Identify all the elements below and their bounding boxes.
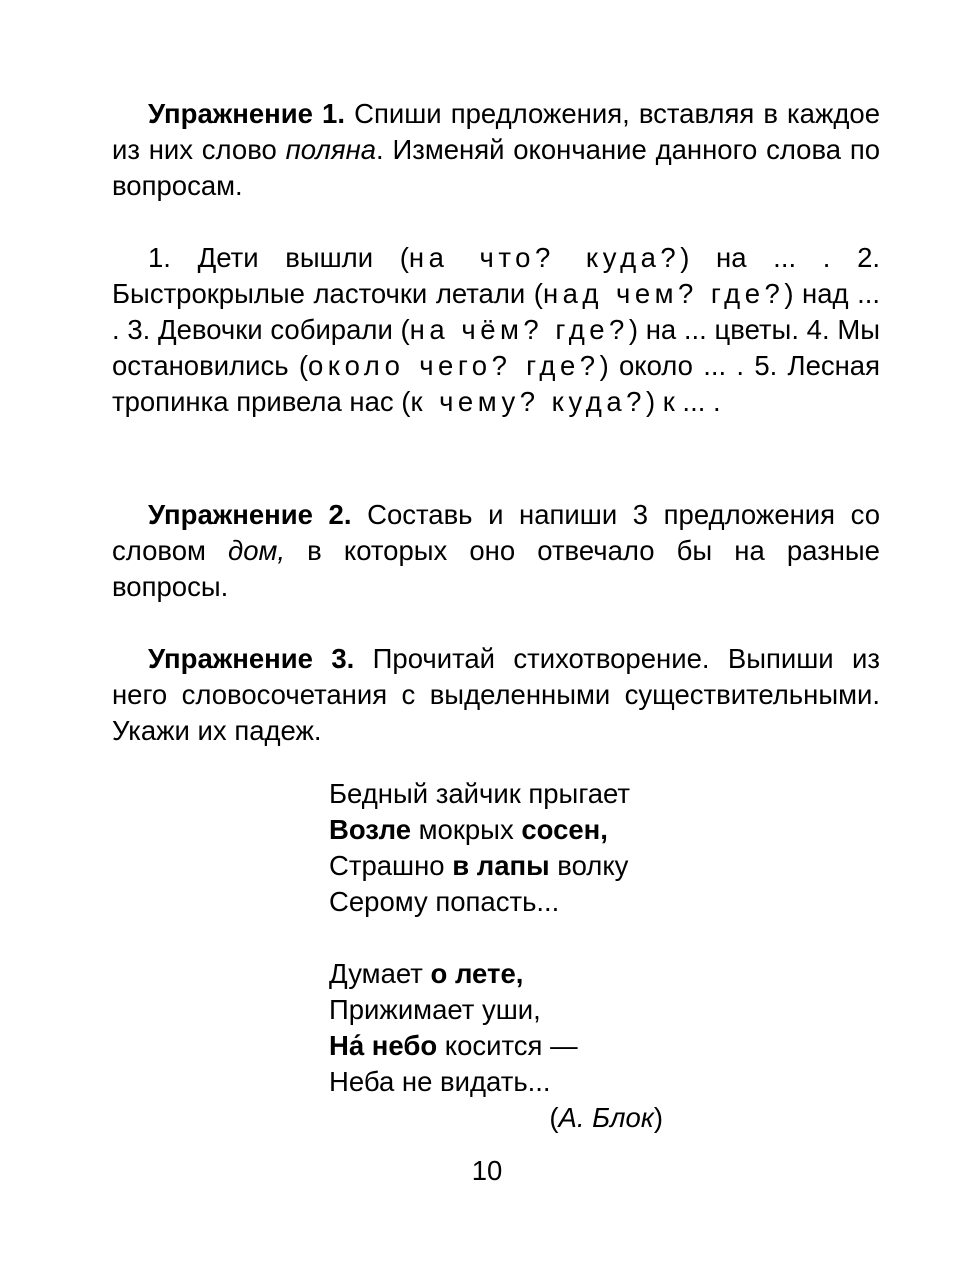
exercise-1-instruction-end: . Изменяй окончание данного слова по вопросам. xyxy=(112,134,881,201)
sentence-4-start: 4. Мы остановились ( xyxy=(112,314,880,381)
exercise-2-word: дом, xyxy=(228,535,286,566)
poem-bold-word: о лете, xyxy=(430,958,524,989)
poem-text: волку xyxy=(549,850,629,881)
poem-line-5 xyxy=(329,956,689,992)
exercise-3-label: Упражнение 3. xyxy=(148,643,355,674)
exercise-3-text xyxy=(112,641,880,749)
poem-author xyxy=(329,1100,663,1136)
exercise-2-instruction: Составь и напиши 3 предложения со словом xyxy=(112,499,880,566)
exercise-2-instruction-end: в которых оно отвечало бы на разные вопросы. xyxy=(112,535,880,602)
poem-line-7 xyxy=(329,1028,689,1064)
author-paren-close: ) xyxy=(653,1102,663,1133)
poem xyxy=(329,776,689,1136)
page-number: 10 xyxy=(471,1155,503,1186)
sentences-text xyxy=(112,240,880,420)
poem-line-1: Бедный зайчик прыгает xyxy=(329,778,631,809)
exercise-1-text xyxy=(112,96,880,204)
sentence-1-start: 1. Дети вышли ( xyxy=(148,242,409,273)
author-name: А. Блок xyxy=(558,1102,654,1133)
sentence-2-start: 2. Быстрокрылые ласточки летали ( xyxy=(112,242,881,309)
sentence-5-end: ) к ... . xyxy=(645,386,721,417)
poem-line-4: Серому попасть... xyxy=(329,886,560,917)
poem-bold-word: сосен, xyxy=(521,814,608,845)
sentence-2-question: над чем? где? xyxy=(542,278,785,309)
poem-line-2 xyxy=(329,812,689,848)
poem-text: косится — xyxy=(437,1030,578,1061)
exercise-2-label: Упражнение 2. xyxy=(148,499,352,530)
poem-text: Думает xyxy=(329,958,431,989)
sentence-2-end: ) над ... . xyxy=(112,278,881,345)
exercise-2-text xyxy=(112,497,880,605)
sentence-5-question: к чему? куда? xyxy=(410,386,646,417)
poem-bold-word: На́ небо xyxy=(329,1030,438,1061)
sentence-3-end: ) на ... цветы. xyxy=(628,314,799,345)
poem-line-6: Прижимает уши, xyxy=(329,994,541,1025)
poem-text: мокрых xyxy=(411,814,522,845)
exercise-1-label: Упражнение 1. xyxy=(148,98,345,129)
exercise-1-instruction: Спиши предложения, вставляя в каждое из них слово xyxy=(112,98,880,165)
sentence-3-question: на чём? где? xyxy=(409,314,629,345)
poem-line-3 xyxy=(329,848,689,884)
poem-text: Страшно xyxy=(329,850,453,881)
poem-bold-word: в лапы xyxy=(452,850,550,881)
exercise-1-word: поляна xyxy=(285,134,377,165)
sentence-1-question: на что? куда? xyxy=(408,242,681,273)
exercise-1-sentences xyxy=(112,240,880,420)
poem-bold-word: Возле xyxy=(329,814,412,845)
sentence-1-end: ) на ... . xyxy=(680,242,831,273)
sentence-3-start: 3. Девочки собирали ( xyxy=(119,314,410,345)
sentence-4-question: около чего? где? xyxy=(307,350,600,381)
poem-line-8: Неба не видать... xyxy=(329,1066,551,1097)
author-paren-open: ( xyxy=(549,1102,559,1133)
exercise-1 xyxy=(112,96,880,204)
exercise-2 xyxy=(112,497,880,605)
exercise-3-instruction: Прочитай стихотворение. Выпиши из него словосочетания с выделенными существительными. Укажи их падеж. xyxy=(112,643,880,746)
exercise-3 xyxy=(112,641,880,749)
sentence-4-end: ) около ... . xyxy=(599,350,745,381)
sentence-5-start: 5. Лесная тропинка привела нас ( xyxy=(112,350,880,417)
